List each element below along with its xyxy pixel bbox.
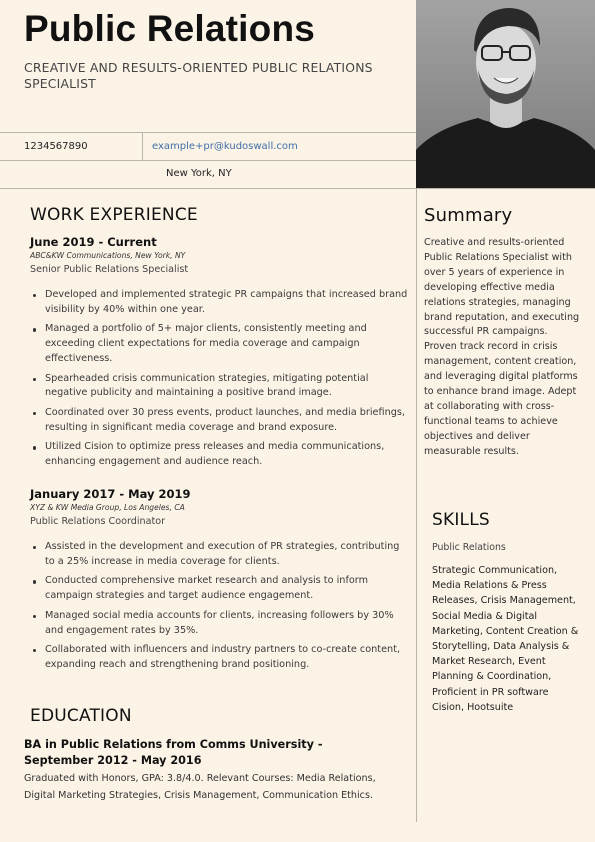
job-entry — [30, 487, 408, 677]
list-item: Developed and implemented strategic PR campaigns that increased brand visibility by 40% within one year. — [30, 288, 408, 318]
list-item: Conducted comprehensive market research and analysis to inform campaign strategies and target audience engagement. — [30, 574, 408, 604]
job-title: Senior Public Relations Specialist — [30, 264, 189, 275]
list-item: Managed a portfolio of 5+ major clients, consistently meeting and exceeding client expectations for media coverage and campaign effectiveness. — [30, 322, 408, 367]
job-bullets — [30, 288, 408, 470]
job-title: Public Relations Coordinator — [30, 516, 166, 527]
job-bullets — [30, 540, 408, 673]
portrait-image — [416, 0, 595, 188]
skill-category-label: Public Relations — [432, 542, 506, 553]
job-date: January 2017 - May 2019 — [30, 487, 191, 501]
job-date: June 2019 - Current — [30, 235, 157, 249]
education-heading: EDUCATION — [30, 706, 132, 726]
divider — [0, 132, 416, 133]
education-details: Graduated with Honors, GPA: 3.8/4.0. Relevant Courses: Media Relations, Digital Marketing Strategies, Crisis Management, Communication Ethics. — [24, 773, 376, 801]
phone-number: 1234567890 — [24, 141, 88, 152]
education-degree: BA in Public Relations from Comms University - September 2012 - May 2016 — [24, 738, 323, 767]
list-item: Coordinated over 30 press events, product launches, and media briefings, resulting in significant media coverage and brand exposure. — [30, 406, 408, 436]
column-divider — [416, 188, 417, 822]
list-item: Collaborated with influencers and industry partners to co-create content, expanding reach and strengthening brand positioning. — [30, 643, 408, 673]
skills-list: Strategic Communication, Media Relations & Press Releases, Crisis Management, Social Media & Digital Marketing, Content Creation & Storytelling, Data Analysis & Market Research, Event Planning & Coordination, Proficient in PR software Cision, Hootsuite — [432, 565, 579, 713]
job-subtitle: CREATIVE AND RESULTS-ORIENTED PUBLIC RELATIONS SPECIALIST — [24, 60, 373, 91]
divider — [0, 188, 595, 189]
list-item: Spearheaded crisis communication strategies, mitigating potential negative publicity and maintaining a positive brand image. — [30, 372, 408, 402]
job-company: XYZ & KW Media Group, Los Angeles, CA — [30, 503, 185, 512]
divider — [0, 160, 416, 161]
job-company: ABC&KW Communications, New York, NY — [30, 251, 186, 260]
list-item: Utilized Cision to optimize press releases and media communications, enhancing engagement and audience reach. — [30, 440, 408, 470]
work-experience-heading: WORK EXPERIENCE — [30, 205, 198, 225]
list-item: Managed social media accounts for clients, increasing followers by 30% and engagement rates by 35%. — [30, 609, 408, 639]
email-link[interactable]: example+pr@kudoswall.com — [152, 141, 298, 152]
profile-photo — [416, 0, 595, 188]
list-item: Assisted in the development and execution of PR strategies, contributing to a 25% increase in media coverage for clients. — [30, 540, 408, 570]
skills-heading: SKILLS — [432, 510, 490, 530]
job-entry — [30, 235, 408, 474]
summary-text: Creative and results-oriented Public Relations Specialist with over 5 years of experience in developing effective media relations strategies, managing brand reputation, and executing successful PR campaigns. Proven track record in crisis management, content creation, and leveraging digital platforms to enhance brand image. Adept at collaborating with cross-functional teams to achieve objectives and deliver measurable results. — [424, 237, 580, 457]
divider — [142, 132, 143, 160]
location: New York, NY — [166, 168, 232, 179]
page-title: Public Relations — [24, 8, 316, 49]
summary-heading: Summary — [424, 205, 513, 226]
